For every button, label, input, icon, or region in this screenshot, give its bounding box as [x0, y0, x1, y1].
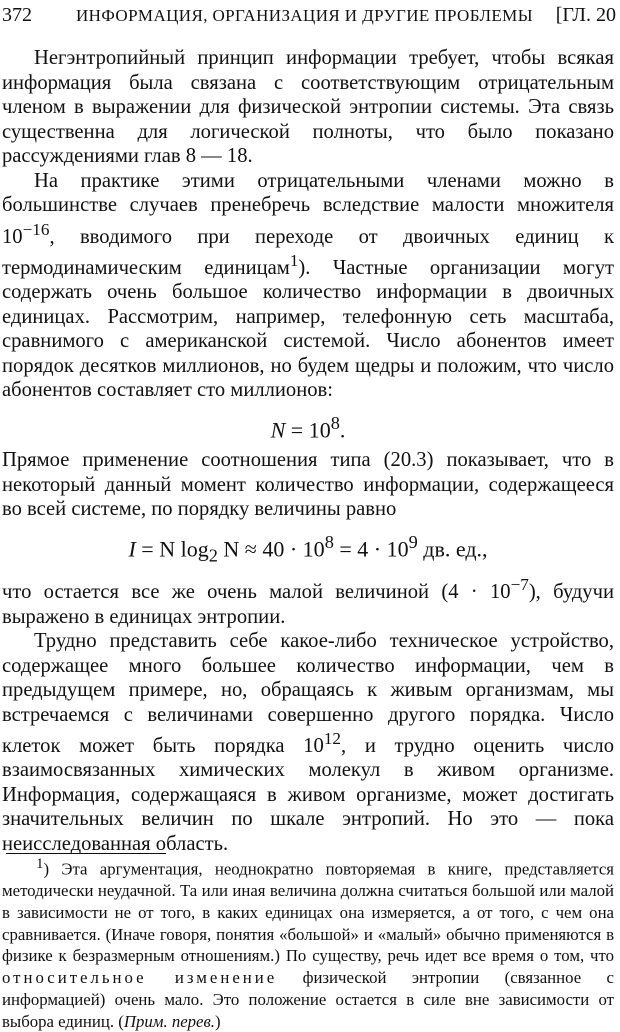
- footnote-text: $^1$) Эта аргументация, неоднократно повторяемая в книге, представляется методически неудачной. Та или иная величина должна считаться большой или малой в зависимости не от того, в каких единицах она измеряется, а от того, с чем она сравнивается. (Иначе говоря, понятия «большой» и «малый» обычно применяются в физике к безразмерным отношениям.) По существу, речь идет все время о том, что относительное изменение физической энтропии (связанное с информацией) очень мало. Это положение остается в силе вне зависимости от выбора единиц. (Прим. перев.): [2, 856, 614, 1031]
- page-header: [2, 2, 616, 28]
- footnote-marker: 1: [289, 250, 299, 270]
- footnote: [2, 858, 614, 1032]
- formula-2: I = N $\log_2 N \approx 40 \cdot 10^8 = 4 \cdot 10^9$ дв. ед.,: [128, 531, 488, 566]
- paragraph-5: Трудно представить себе какое-либо техническое устройство, содержащее много большее количество информации, чем в предыдущем примере, но, обращаясь к живым организмам, мы встречаемся с величинами совершенно другого порядка. Число клеток может быть порядка $10^{12}$, и трудно оценить число взаимосвязанных химических молекул в живом организме. Информация, содержащаяся в живом организме, может достигать значительных величин по шкале энтропий. Но это — пока неисследованная область.: [2, 630, 614, 855]
- page-number: 372: [2, 4, 32, 26]
- running-title: ИНФОРМАЦИЯ, ОРГАНИЗАЦИЯ И ДРУГИЕ ПРОБЛЕМЫ: [76, 6, 533, 25]
- paragraph-1: Негэнтропийный принцип информации требует, чтобы всякая информация была связана с соответствующим отрицательным членом в выражении для физической энтропии системы. Эта связь существенна для логической полноты, что было показано рассуждениями глав 8 — 18.: [2, 47, 614, 167]
- body-text: [2, 46, 614, 856]
- formula-1: $N = 10^8$.: [270, 412, 346, 443]
- paragraph-3: Прямое применение соотношения типа (20.3) показывает, что в некоторый данный момент количество информации, содержащееся во всей системе, по порядку величины равно: [2, 449, 614, 521]
- superscript: −16: [22, 219, 50, 239]
- chapter-label: [ГЛ. 20: [555, 4, 616, 26]
- paragraph-2: На практике этими отрицательными членами можно в большинстве случаев пренебречь вследствие малости множителя $10^{-16}$, вводимого при переходе от двоичных единиц к термодинамическим единицам$^1$). Частные организации могут содержать очень большое количество информации в двоичных единицах. Рассмотрим, например, телефонную сеть масштаба, сравнимого с американской системой. Число абонентов имеет порядок десятков миллионов, но будем щедры и положим, что число абонентов составляет сто миллионов:: [2, 169, 614, 402]
- translator-note: Прим. перев.: [123, 1011, 215, 1031]
- footnote-number: 1: [36, 856, 44, 872]
- spaced-emphasis: относительное изменение: [2, 968, 278, 988]
- paragraph-4: что остается все же очень малой величиной $(4 \cdot 10^{-7})$, будучи выражено в единицах энтропии.: [2, 575, 614, 628]
- footnote-divider: [6, 853, 166, 854]
